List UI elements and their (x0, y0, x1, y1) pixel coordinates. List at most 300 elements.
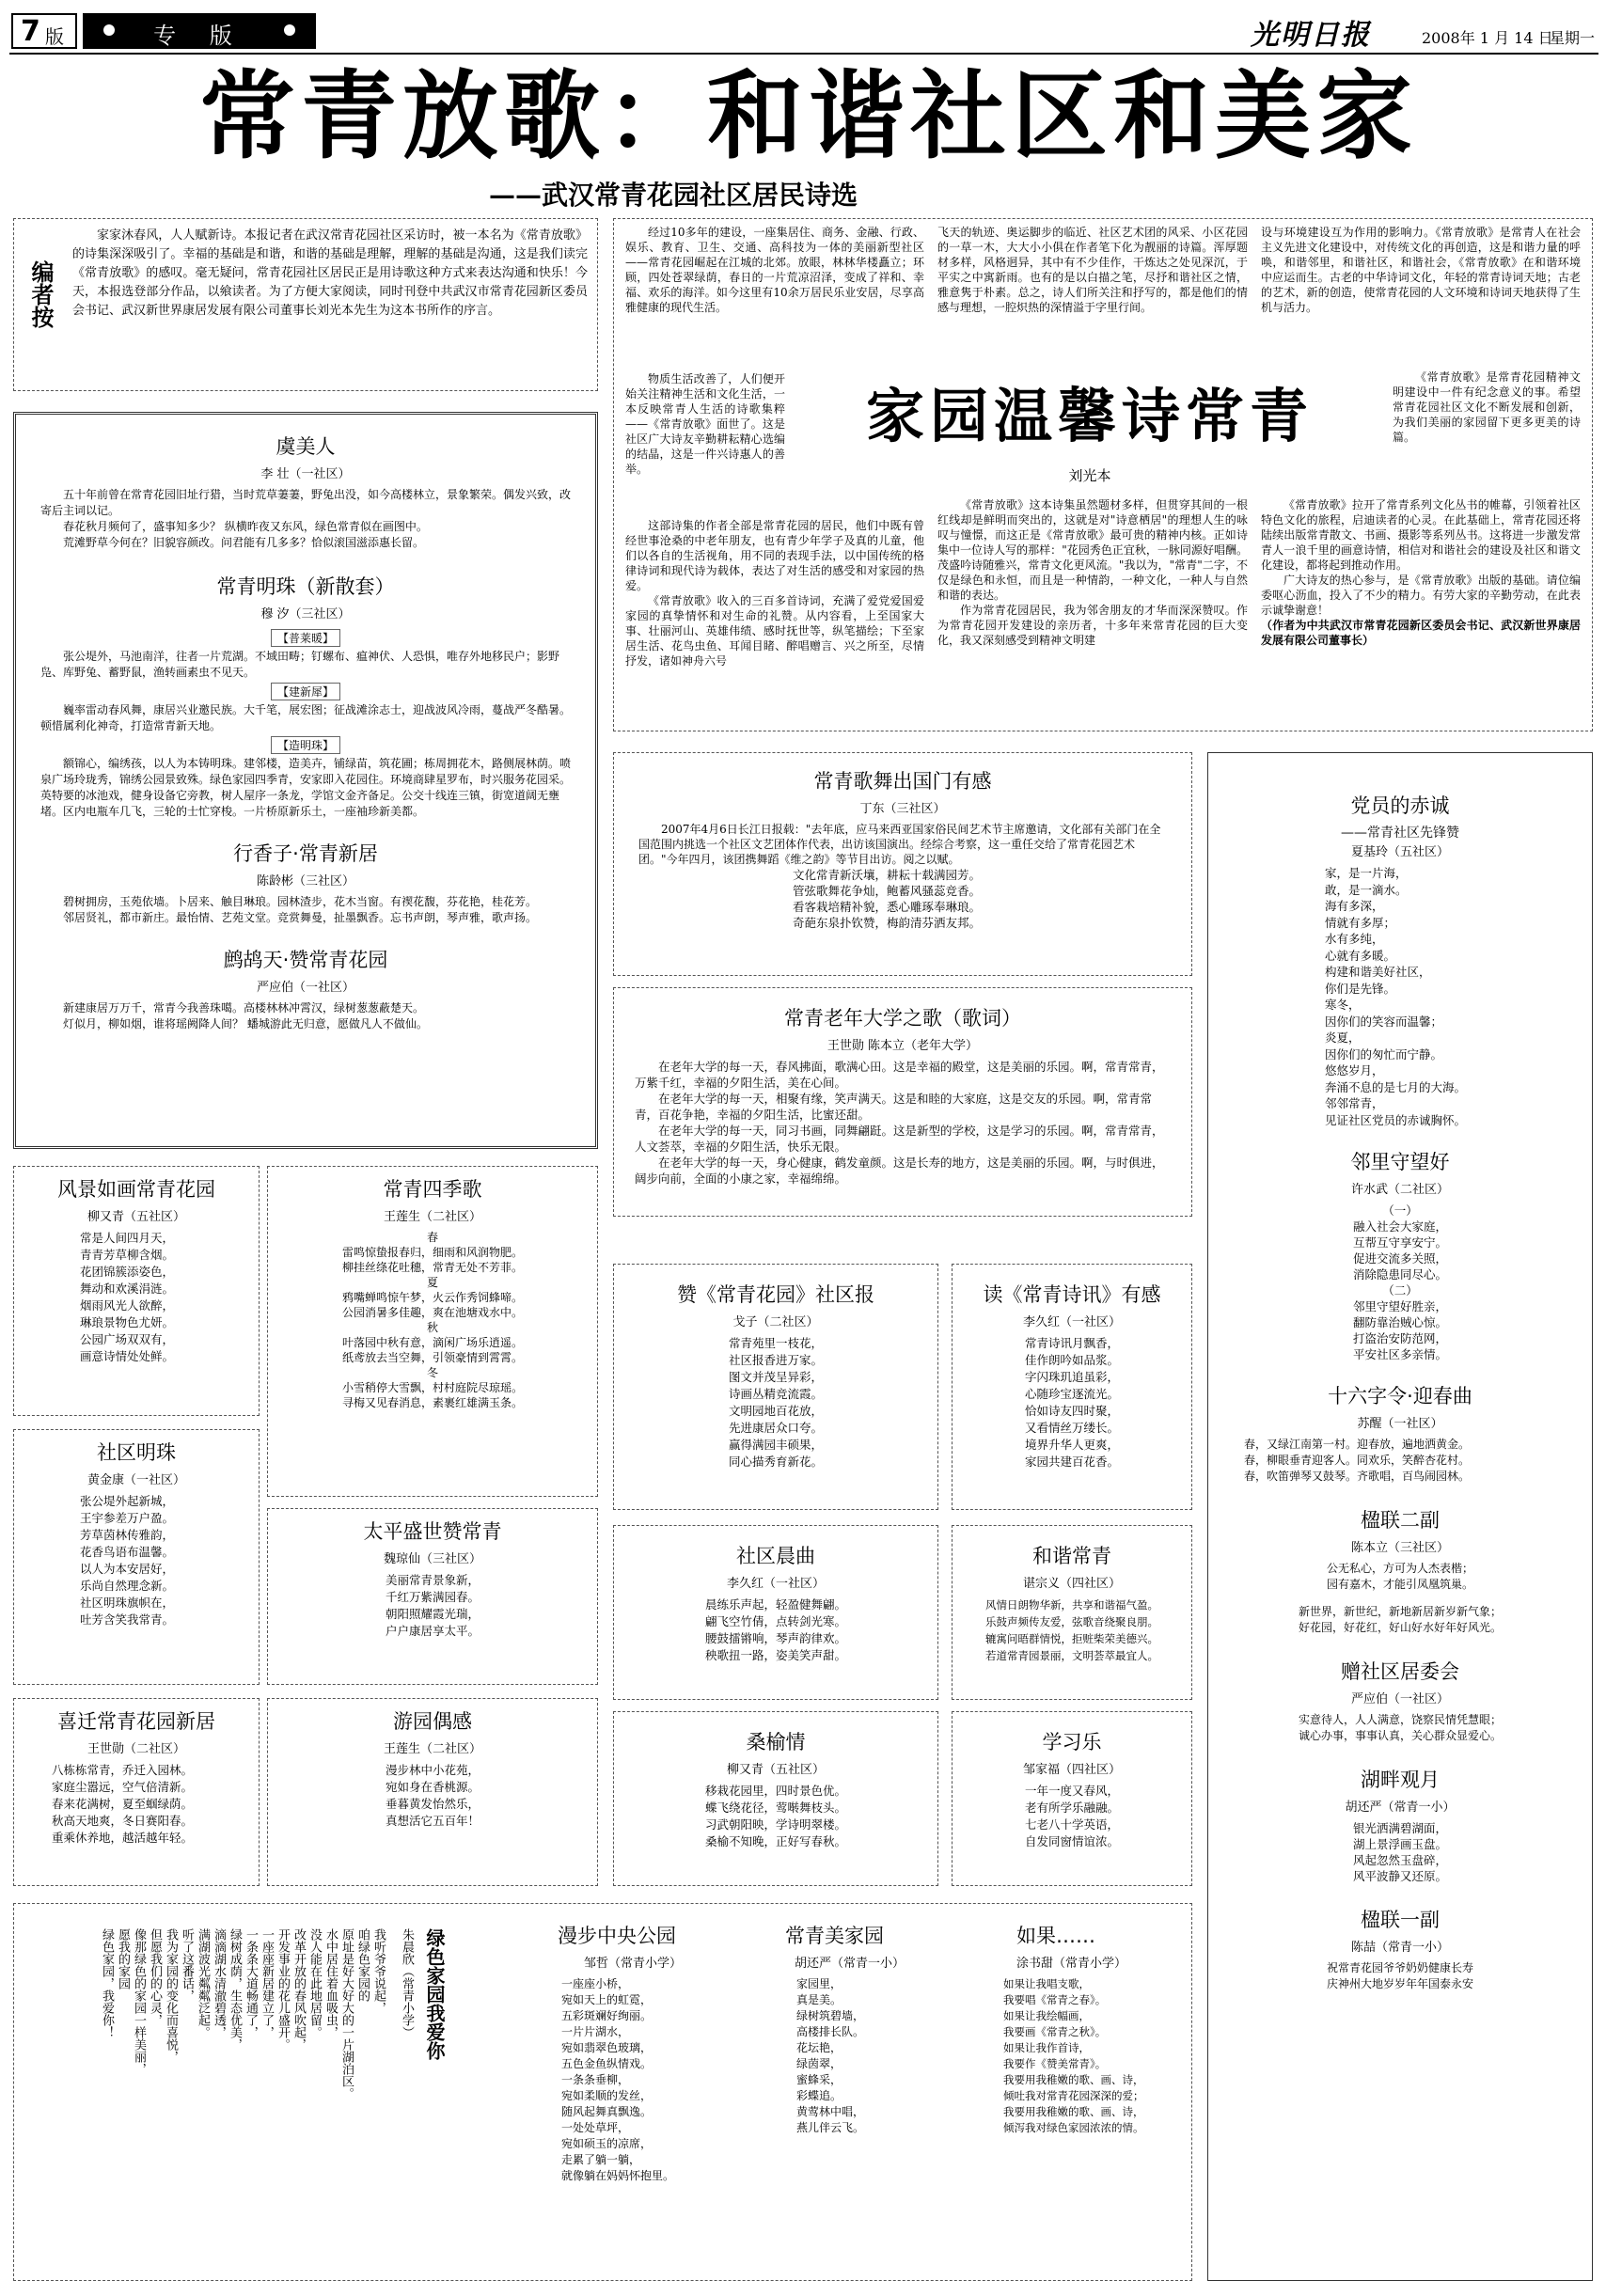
poem-line: 恰如诗友四时聚， (1024, 1404, 1119, 1418)
poem-title: 喜迁常青花园新居 (57, 1710, 215, 1733)
poem-lines (1208, 1437, 1592, 1485)
poem-line: 我要画《常青之秋》。 (1003, 2025, 1107, 2038)
poem-author: 王世勋（二社区） (87, 1742, 185, 1756)
poem-line: 公园消暑多佳趣，爽在池塘戏水中。 (341, 1306, 523, 1319)
poem-line: 秧歌扭一路，姿美笑声甜。 (704, 1648, 846, 1662)
poem-title: 虞美人 (276, 435, 336, 458)
poem-line: 新建康居万万千，常青今我善珠噶。高楼林林冲霄汉，绿树葱葱蔽楚天。 (63, 1001, 425, 1014)
poem-line: 同心描秀育新花。 (728, 1455, 823, 1469)
poem-title: 常青明珠（新散套） (216, 575, 395, 598)
poem-line: 腰鼓擂锵响，琴声韵律欢。 (704, 1631, 846, 1645)
poem-author: 朱晨欣（常青小学） (400, 1928, 414, 2038)
poem-line: 心就有多暖。 (1325, 948, 1396, 963)
poem-author: 魏琼仙（三社区） (383, 1552, 481, 1566)
poem-line: 新世界，新世纪，新地新居新岁新气象； (1298, 1605, 1502, 1618)
right-column (1207, 752, 1593, 2281)
essay-col3-bottom (1261, 497, 1581, 648)
poem-line: 管弦歌舞花争灿，鲍蓄风骚蕊竞香。 (793, 884, 982, 898)
editor-note (13, 218, 598, 391)
poem-line: 就像躺在妈妈怀抱里。 (561, 2169, 675, 2182)
poem-line: 纸鸢放去当空舞，引领豪情到霄霄。 (341, 1351, 523, 1364)
poem-line: 八栋栋常青，乔迁入园林。 (52, 1763, 194, 1777)
poem-line: 张公堤外，马池南洋，往者一片荒湖。不域田畴；钉螺布、瘟神伏、人恐惧，唯存外地移民户；影野凫、库野兔、蓄野鼠，渔转画素虫不见天。 (40, 650, 560, 679)
poem-line: 倾泻我对绿色家园浓浓的情。 (1003, 2121, 1144, 2134)
main-headline: 常青放歌：和谐社区和美家 (199, 60, 1418, 173)
poem-line: 辘寓问晤群情悦，拒赃柴荣美德兴。 (985, 1632, 1158, 1645)
vertical-poem (99, 1928, 449, 2267)
poem-line: 我要作《赞美常青》。 (1003, 2057, 1107, 2070)
poem-title: 常青歌舞出国门有感 (813, 770, 992, 793)
poem-line: 琳琅景物色尤妍。 (80, 1315, 175, 1329)
poem-line: 佳作朗吟如品浆。 (1024, 1353, 1119, 1367)
poem-author: 苏醒（一社区） (1357, 1417, 1443, 1431)
editor-note-label: 编者按 (27, 260, 54, 328)
poem-box-laonian (613, 987, 1192, 1217)
essay-col2-bottom (937, 497, 1248, 648)
poem-line: 春花秋月频何了，盛事知多少？ 纵横昨夜又东风，绿色常青似在画图中。 (63, 520, 428, 533)
poem-line: 芳草茵林传雅韵， (80, 1528, 175, 1542)
poem-author: 李久红（一社区） (726, 1577, 825, 1591)
poem-line: 如果让我作首诗， (1003, 2041, 1090, 2054)
essay-author-note: （作者为中共武汉市常青花园新区委员会书记、武汉新世界康居发展有限公司董事长） (1261, 619, 1581, 647)
essay-para: 飞天的轨迹、奥运脚步的临近、社区艺术团的风采、小区花园的一草一木，大大小小俱在作者笔下化为靓丽的诗篇。浑厚题材多样，风格迥异，其中有不少佳作，干炼达之处见深沉，于平实之中寓新雨。也有的是以白描之笔，尽抒和谐社区之情，雅意隽于朴素。总之，诗人们所关注和抒写的，都是他们的情感与理想，一腔炽热的深情溢于字里行间。 (937, 226, 1248, 314)
poem-line: 因你们的匆忙而宁静。 (1325, 1046, 1443, 1062)
poem-box-xiqian (13, 1698, 260, 1886)
poem-lines (785, 1976, 936, 2136)
poem-author: 夏基玲（五社区） (1350, 845, 1449, 859)
poem-line: 银光洒满碧湖面， (1352, 1821, 1447, 1835)
poem-line: 自发同窗情谊浓。 (1024, 1834, 1119, 1848)
poem-title: 常青老年大学之歌（歌词） (784, 1007, 1021, 1030)
poem-lines (1208, 865, 1592, 1128)
poem-line: 如果让我唱支歌， (1003, 1977, 1090, 1990)
poem-line: 平安社区多亲情。 (1352, 1347, 1447, 1361)
poem-line: 风情日朗物华新，共享和谐福气盈。 (985, 1598, 1158, 1612)
poem-line: 绿色家园，我爱你！ (100, 1928, 114, 2038)
poem-line: 开发事业的花儿盛开。 (276, 1928, 290, 2051)
poem-line: 美丽常青景象新， (385, 1573, 480, 1587)
poem-line: 改革开放的春风吹起， (291, 1928, 306, 2051)
poem-title: 和谐常青 (1032, 1545, 1111, 1567)
poem-manbu (558, 1913, 708, 2184)
poem-line: 桑榆不知晚，正好写春秋。 (704, 1834, 846, 1848)
page-number: 7 (21, 15, 40, 48)
poem-line: 一年一度又春风， (1024, 1784, 1119, 1798)
poem-line: 乐尚自然理念新。 (80, 1579, 175, 1593)
poem-line: 水有多纯， (1325, 932, 1384, 946)
poem-box-xuexi (952, 1711, 1192, 1886)
poem-line: 我为家园的变化而喜悦， (164, 1928, 178, 2063)
preface-essay (613, 218, 1593, 731)
poem-line: 重乘休养地，越活越年轻。 (52, 1831, 194, 1845)
poem-line: 以人为本安居好， (80, 1562, 175, 1576)
section-dot-right-icon (284, 24, 295, 36)
poem-author: 邹哲（常青小学） (584, 1957, 683, 1971)
poem-line: 一座座小桥， (561, 1977, 630, 1990)
poem-line: 小雪稍停大雪飘，村村庭院尽琼瑶。 (341, 1381, 523, 1394)
essay-author: 刘光本 (1068, 467, 1111, 484)
poem-line: 风平波静又还原。 (1352, 1869, 1447, 1883)
poem-line: 习武朝阳映，学诗明翠楼。 (704, 1817, 846, 1832)
poem-box-fengjing (13, 1166, 260, 1416)
poem-author: 柳又青（五社区） (87, 1210, 185, 1224)
essay-para: 《常青放歌》是常青花园精神文明建设中一件有纪念意义的事。希望常青花园社区文化不断发展和创新，为我们美丽的家园留下更多更美的诗篇。 (1393, 370, 1581, 444)
poem-lines (614, 1335, 937, 1470)
poem-line: 海有多深， (1325, 899, 1384, 913)
poem-author: 王莲生（二社区） (383, 1210, 481, 1224)
poem-line: 彩蝶追。 (796, 2089, 842, 2102)
poem-line: 翩飞空竹倩，点转剑光寒。 (704, 1614, 846, 1628)
poem-title: 常青美家园 (785, 1925, 884, 1947)
poem-lines (953, 1335, 1191, 1470)
poem-lines (614, 1596, 937, 1664)
poem-line: 水中居住着血吸虫， (323, 1928, 338, 2038)
poem-line: 情就有多厚； (1325, 915, 1396, 930)
poem-line: 随风起舞真飘逸。 (561, 2105, 653, 2118)
main-subheadline: ——武汉常青花园社区居民诗选 (489, 180, 858, 211)
poem-author: 王世勋 陈本立（老年大学） (827, 1039, 979, 1053)
poem-box-youyuan (267, 1698, 598, 1886)
poem-line: 诚心办事，事事认真，关心群众显爱心。 (1298, 1729, 1502, 1742)
poem-lines (953, 1596, 1191, 1664)
poem-title: 太平盛世赞常青 (363, 1520, 502, 1543)
poem-line: 翻防靠治贼心惊。 (1352, 1315, 1447, 1329)
essay-col3-mid (1393, 370, 1581, 445)
section-tag (83, 13, 316, 49)
poem-line: 境界升华人更爽， (1024, 1438, 1119, 1452)
poem-line: 邻邻常青， (1325, 1096, 1384, 1110)
poem-line: 青青芳草柳含烟。 (80, 1248, 175, 1262)
poem-line: 叶落园中秋有意，滴闲广场乐逍遥。 (341, 1336, 523, 1349)
poem-author: 陈喆（常青一小） (1350, 1941, 1449, 1955)
essay-col1-top (625, 225, 924, 315)
poem-line: 原址是好大好大的一片湖泊区。 (339, 1928, 354, 2099)
poem-line: 我要用我稚嫩的歌、画、诗， (1003, 2105, 1144, 2118)
poem-title: 党员的赤诚 (1350, 794, 1450, 817)
poem-box-sangyu (613, 1711, 938, 1886)
poem-line: 晨练乐声起，轻盈健舞翩。 (704, 1597, 846, 1612)
poem-line: 湖上景浮画玉盘。 (1352, 1837, 1447, 1851)
poem-line: 若道常青园景丽，文明荟萃最宜人。 (985, 1649, 1158, 1662)
poem-line: 打盗治安防范网， (1352, 1331, 1447, 1345)
essay-col3-top (1261, 225, 1581, 315)
poem-line: 社区明珠旗帜在， (80, 1596, 175, 1610)
poem-line: 一片片湖水， (561, 2025, 630, 2038)
poem-author: 许水武（二社区） (1350, 1183, 1449, 1197)
poem-author: 涂书甜（常青小学） (1016, 1957, 1127, 1971)
poem-box-siji (267, 1166, 598, 1497)
poem-line: 满湖波光粼粼泛起。 (196, 1928, 210, 2038)
poem-line: 花团锦簇添姿色， (80, 1265, 175, 1279)
poem-line: 奇葩东泉扑钦赞，梅韵清芬洒友邦。 (793, 916, 982, 930)
poem-line: 消除隐患同尽心。 (1352, 1267, 1447, 1282)
poem-line: 促进交流多关照， (1352, 1251, 1447, 1266)
poem-line: 黄莺林中唱， (796, 2105, 865, 2118)
poem-author: 严应伯（一社区） (1350, 1692, 1449, 1706)
children-poems-box (13, 1903, 1192, 2281)
poem-line: 你们是先锋。 (1325, 981, 1396, 996)
poem-line: 春来花满树，夏至蝈绿荫。 (52, 1797, 194, 1811)
essay-para: 物质生活改善了，人们便开始关注精神生活和文化生活，一本反映常青人生活的诗歌集粹——《常青放歌》面世了。这是社区广大诗友辛勤耕耘精心选编的结晶，这是一件兴诗惠人的善举。 (625, 372, 785, 476)
poem-line: 五色金鱼纵情戏。 (561, 2057, 653, 2070)
poem-line: 实意待人，人人满意，饶察民情凭慧眼； (1298, 1713, 1502, 1726)
poem-author: 胡还严（常青一小） (795, 1957, 905, 1971)
essay-para: 设与环境建设互为作用的影响力。《常青放歌》是常青人在社会主义先进文化建设中，对传统文化的再创造，这是和谐力量的呼唤，和谐邻里，和谐社区，和谐社会，《常青放歌》在和谐环境中应运而生。古老的中华诗词文化，年轻的常青诗词天地；古老的艺术，新的创造，使常青花园的人文环境和诗词天地获得了生机与活力。 (1261, 226, 1581, 314)
poem-author: 穆 汐（三社区） (260, 607, 351, 621)
poem-lines (614, 867, 1191, 931)
poem-title: 赠社区居委会 (1341, 1660, 1459, 1683)
poem-line: 巍率雷动春风舞，康居兴业邀民族。大千笔，展宏图；征战滩涂志士，迎战波风冷雨，蔓战严冬酷暑。顿惜属利化神奇，打造常青新天地。 (40, 703, 572, 732)
poem-line: 赢得满园丰硕果， (728, 1438, 823, 1452)
poem-lines (268, 1572, 597, 1640)
poem-line: 老有所学乐融融。 (1024, 1801, 1119, 1815)
poem-line: 像那绿色的家园一样美丽， (132, 1928, 146, 2075)
poem-title: 读《常青诗讯》有感 (983, 1283, 1161, 1306)
poem-line: 诗画丛精竞流霞。 (728, 1387, 823, 1401)
poem-line: 我要唱《常青之春》。 (1003, 1993, 1107, 2006)
header-rule (9, 53, 1598, 55)
essay-title: 家园温馨诗常青 (865, 382, 1314, 450)
page-number-suffix: 版 (45, 25, 64, 48)
poem-line: 我听爷爷说起， (371, 1928, 386, 2014)
season-label: 冬 (426, 1366, 438, 1379)
poem-line: 庆神州大地岁岁年年国泰永安 (1326, 1977, 1473, 1990)
poem-author: 邹家福（四社区） (1022, 1763, 1121, 1777)
issue-weekday: 星期一 (1550, 29, 1596, 47)
season-label: 春 (426, 1231, 438, 1244)
poem-line: 王宇参差万户盈。 (80, 1511, 175, 1525)
poem-box-du (952, 1264, 1192, 1510)
poem-line: 公园广场双双有， (80, 1332, 175, 1346)
poem-subheading: 【普莱暖】 (271, 629, 340, 647)
poem-line: 没人能在此地居留。 (307, 1928, 322, 2038)
poem-lines (268, 1230, 597, 1410)
poem-meijia (785, 1913, 936, 2136)
poem-author: 柳又青（五社区） (726, 1763, 825, 1777)
poem-intro: 2007年4月6日长江日报载："去年底，应马来西亚国家俗民间艺术节主席邀请，文化部有关部门在全国范围内挑选一个社区文艺团体作代表，出访该国演出。经综合考察，这一重任交给了常青花园艺术团。"今年四月，该团携舞蹈《维之韵》等节目出访。阅之以赋。 (638, 823, 1161, 866)
section-label: 专 版 (153, 23, 245, 49)
poem-line: 蝶飞绕花径，莺啭舞枝头。 (704, 1801, 846, 1815)
poem-subtitle: ——常青社区先锋赞 (1341, 826, 1459, 841)
poem-line: 家园里， (796, 1977, 842, 1990)
poem-line: 走累了躺一躺， (561, 2153, 641, 2166)
poem-line: 一处处草坪， (561, 2121, 630, 2134)
poem-line: 园有嘉木，才能引凤凰筑巢。 (1326, 1578, 1473, 1591)
poem-line: 寻梅又见春消息，素裹红雄满玉条。 (341, 1396, 523, 1409)
poem-line: 烟雨风光人欲醉， (80, 1298, 175, 1313)
poem-line: 邻居贤礼，都市新庄。最怡情、艺苑文堂。竞赏舞曼，扯墨飘香。忘书声朗，琴声雅，歌声扬。 (63, 911, 538, 924)
poem-title: 桑榆情 (746, 1731, 806, 1753)
poem-line: 公无私心，方可为人杰表楷； (1326, 1562, 1473, 1575)
page-number-box (11, 13, 77, 49)
poem-box-chenqu (613, 1525, 938, 1700)
poem-lines (558, 1976, 708, 2184)
poem-author: 李久红（一社区） (1022, 1315, 1121, 1329)
poem-line: 但愿我们的心灵， (148, 1928, 162, 2026)
poem-line: 七老八十学英语， (1024, 1817, 1119, 1832)
poem-line: 垂暮黄发怡然乐， (385, 1797, 480, 1811)
poem-line: 看客栽培精补貌，悉心雕琢奉琳琅。 (793, 900, 982, 914)
essay-para: 《常青放歌》拉开了常青系列文化丛书的帷幕，引领着社区特色文化的旅程，启迪读者的心灵。在此基础上，常青花园还将陆续出版常青散文、书画、摄影等系列丛书。这将进一步激发常青人一浪千里的画意诗情，相信对和谐社会的建设及社区和谐文化建设，都将起到推动作用。 (1261, 498, 1581, 572)
essay-para: 《常青放歌》收入的三百多首诗词，充满了爱党爱国爱家园的真挚情怀和对生命的礼赞。从内容看，上至国家大事、壮丽河山、英雄伟绩、感时抚世等，纵笔描绘；下至家居生活、花鸟虫鱼、耳闻目睹、醉唱赠言、兴之所至，尽情抒发，诸如神舟六号 (625, 594, 924, 668)
poem-lines (14, 1762, 259, 1847)
poem-box-chuguo (613, 752, 1192, 976)
poem-line: 移栽花园里，四时景色优。 (704, 1784, 846, 1798)
poem-line: 漫步林中小花苑， (385, 1763, 480, 1777)
poem-title: 邻里守望好 (1350, 1151, 1450, 1173)
poem-author: 丁东（三社区） (859, 802, 946, 816)
poem-title: 赞《常青花园》社区报 (677, 1283, 874, 1306)
season-label: 夏 (426, 1276, 438, 1289)
poem-title: 十六字令·迎春曲 (1328, 1385, 1472, 1407)
poem-line: 咱绿色家园的 (355, 1928, 370, 2002)
poem-lines (614, 1783, 937, 1850)
poem-box-zancq (613, 1264, 938, 1510)
poem-line: 愿我的家园 (116, 1928, 130, 1989)
essay-para: 《常青放歌》这本诗集虽然题材多样，但贯穿其间的一根红线却是鲜明而突出的，这就是对"诗意栖居"的理想人生的咏叹与憧憬，而这正是《常青放歌》最可贵的精神内核。正如诗集中一位诗人写的那样："花园秀色正宜秋，一脉同源好唱酬。茂盛吟诗随雅兴，常青文化更风流。"我以为，"常青"二字，不仅是绿色和永恒，而且是一种情韵，一种文化，一种人与自然和谐的表达。 (937, 498, 1248, 602)
poem-lines (14, 1493, 259, 1628)
poem-line: 碧树拥房，玉苑依墙。卜居来、触目琳琅。园林渣步，花木当窗。有禊花馥，芬花艳，桂花芳。 (63, 895, 538, 908)
poem-line: 燕儿伴云飞。 (796, 2121, 865, 2134)
poem-lines (1208, 1561, 1592, 1636)
poem-line: 灯似月，柳如烟，谁将瑶阙降人间？ 蟠城游此无归意，愿做凡人不做仙。 (63, 1017, 428, 1030)
poem-line: 春，又绿江南第一村。迎春放，遍地洒黄金。 (1244, 1438, 1471, 1451)
poem-line: 乐鼓声频传友爱，弦歌音绕聚良朋。 (985, 1615, 1158, 1628)
poem-box-taiping (267, 1508, 598, 1685)
poem-line: 宛如天上的虹霓， (561, 1993, 653, 2006)
poem-line: 户户康居享太平。 (385, 1624, 480, 1638)
essay-para: 经过10多年的建设，一座集居住、商务、金融、行政、娱乐、教育、卫生、交通、高科技为一体的美丽新型社区——常青花园崛起在江城的北郊。放眼，林林华楼矗立；环顾，四处苍翠绿荫，春日的一片荒凉沼泽，变成了祥和、幸福、欢乐的海洋。如今这里有10余万居民乐业安居，尽享高雅健康的现代生活。 (625, 226, 924, 314)
poem-author: 严应伯（一社区） (256, 981, 354, 995)
poem-title: 绿色家园我爱你 (423, 1928, 446, 2060)
poem-box-hexie (952, 1525, 1192, 1700)
poem-line: 秋高天地爽，冬日赛阳春。 (52, 1814, 194, 1828)
poem-line: 融入社会大家庭， (1352, 1219, 1447, 1234)
poem-line: 社区报香进万家。 (728, 1353, 823, 1367)
poem-author: 胡还严（常青一小） (1345, 1801, 1456, 1815)
essay-col1-mid (625, 371, 785, 477)
poem-subheading: 【造明珠】 (271, 736, 340, 754)
poem-author: 戈子（二社区） (732, 1315, 819, 1329)
issue-date: 2008年 1 月 14 日 (1422, 29, 1553, 47)
poem-line: 文化常青新沃壤，耕耘十载满园芳。 (793, 868, 982, 882)
poem-lines (1208, 1960, 1592, 1992)
poem-title: 鹧鸪天·赞常青花园 (223, 949, 388, 971)
poem-line: 常是人间四月天， (80, 1231, 175, 1245)
poem-lines (14, 1230, 259, 1365)
poem-line: 花香鸟语布温馨。 (80, 1545, 175, 1559)
poem-line: 风起忽然玉盘碎， (1352, 1853, 1447, 1867)
poem-line: 祝常青花园爷爷奶奶健康长寿 (1326, 1961, 1473, 1974)
poem-para: 在老年大学的每一天，相聚有缘，笑声满天。这是和睦的大家庭，这是交友的乐园。啊，常青常青，百花争艳，幸福的夕阳生活，比蜜还甜。 (635, 1092, 1153, 1122)
poem-lines (988, 1976, 1189, 2136)
poem-title: 学习乐 (1042, 1731, 1102, 1753)
poem-line: 家园共建百花香。 (1024, 1455, 1119, 1469)
poem-line: 宛如身在香桃源。 (385, 1780, 480, 1794)
poem-line: 画意诗情处处鲜。 (80, 1349, 175, 1363)
poem-line: 朝阳照耀霞光瑞， (385, 1607, 480, 1621)
poem-subheading: 【建新犀】 (271, 683, 340, 700)
poem-line: 真是美。 (796, 1993, 842, 2006)
poem-author: 陈龄彬（三社区） (256, 874, 354, 889)
poem-line: 五十年前曾在常青花园旧址行猎，当时荒草萋萋，野兔出没，如今高楼林立，景象繁荣。偶发兴致，改寄后主词以记。 (40, 488, 572, 517)
poem-line: 荒滩野草今何在？旧貌容颜改。问君能有几多多？恰似滚国滋添惠长留。 (63, 536, 425, 549)
poem-title: 社区晨曲 (736, 1545, 815, 1567)
poem-line: 常青诗讯月飘香， (1024, 1336, 1119, 1350)
poem-line: 一条条垂柳， (561, 2073, 630, 2086)
poem-title: 湖畔观月 (1361, 1769, 1440, 1791)
poem-author: 陈本立（三社区） (1350, 1541, 1449, 1555)
stanza-label: （二） (1382, 1283, 1418, 1297)
season-label: 秋 (426, 1321, 438, 1334)
poem-line: 春，柳眼垂青迎客人。同欢乐，笑醉杏花村。 (1244, 1454, 1471, 1467)
poem-line: 张公堤外起新城， (80, 1494, 175, 1508)
poem-line: 先进康居众口夸。 (728, 1421, 823, 1435)
poem-line: 滴滴湖水清澈碧透， (212, 1928, 226, 2038)
newspaper-logo: 光明日报 (1251, 19, 1371, 52)
poem-line: 文明园地百花放， (728, 1404, 823, 1418)
poem-line: 宛如硕玉的凉席， (561, 2137, 653, 2150)
poem-line: 雷鸣惊蛰报春归，细雨和风润物肥。 (341, 1246, 523, 1259)
poem-line: 五彩斑斓好绚丽。 (561, 2009, 653, 2022)
poem-author: 谌宗义（四社区） (1022, 1577, 1121, 1591)
poem-line: 额锦心，编绣孩，以人为本铸明珠。建邻楼，造美卉，铺绿苗，筑花圃；栋周拥花木，路侧展林荫。喷泉广场玲珑秀，锦绣公园景致殊。绿色家园四季青，安家即入花园住。环境商肆星罗布，时兴服务花园采。英特要的冰池戏，健身设备它旁教，树人屋序一条龙，学馆文金齐备足。公交十线连三镇，街宽道阔无壅堵。区内电瓶车几飞，三轮的士忙穿梭。一片桥原新乐土，一座袖珍新美都。 (40, 757, 572, 818)
essay-col1-bottom (625, 518, 924, 668)
poem-para: 在老年大学的每一天，春风拂面，歌满心田。这是幸福的殿堂，这是美丽的乐园。啊，常青常青，万紫千红，幸福的夕阳生活，美在心间。 (635, 1060, 1164, 1090)
poem-line: 常青苑里一枝花， (728, 1336, 823, 1350)
poem-line: 家，是一片海， (1325, 866, 1408, 880)
poem-line: 好花园，好花红，好山好水好年好风光。 (1298, 1621, 1502, 1634)
poem-line: 因你们的笑容而温馨； (1325, 1014, 1443, 1029)
poem-lines (1208, 1712, 1592, 1744)
poem-title: 如果…… (1016, 1925, 1095, 1947)
poem-line: 春，吹笛弹琴又鼓琴。齐歌唱，百鸟闹园林。 (1244, 1470, 1471, 1483)
essay-para: 作为常青花园居民，我为邻舍朋友的才华而深深赞叹。作为常青花园开发建设的亲历者，十多年来常青花园的巨大变化，我又深刻感受到精神文明建 (937, 604, 1248, 647)
poem-line: 蜜蜂采， (796, 2073, 842, 2086)
poem-line: 悠悠岁月， (1325, 1063, 1384, 1077)
poem-title: 行香子·常青新居 (233, 842, 378, 865)
poem-line: 邻里守望好胜亲， (1352, 1299, 1447, 1313)
poem-title: 风景如画常青花园 (57, 1178, 215, 1201)
poem-line: 绿茵翠， (796, 2057, 842, 2070)
poem-line: 寒冬， (1325, 998, 1361, 1012)
poem-line: 如果让我绘幅画， (1003, 2009, 1090, 2022)
poem-line: 舞动和欢溪涓涟。 (80, 1282, 175, 1296)
poem-line: 一座座新居建立了， (260, 1928, 274, 2038)
poem-lines (1208, 1203, 1592, 1362)
left-poem-box (13, 412, 598, 1149)
poem-author: 黄金康（一社区） (87, 1473, 185, 1487)
poem-line: 花坛艳， (796, 2041, 842, 2054)
poem-lines (953, 1783, 1191, 1850)
poem-author: 李 壮（一社区） (260, 467, 351, 481)
poem-line: 奔涌不息的是七月的大海。 (1325, 1079, 1467, 1094)
poem-line: 真想活它五百年！ (385, 1814, 480, 1828)
essay-col2-top (937, 225, 1248, 315)
poem-line: 绿树成荫，生态优美， (228, 1928, 242, 2051)
poem-para: 在老年大学的每一天，同习书画，同舞翩跹。这是新型的学校，这是学习的乐园。啊，常青常青，人文荟萃，幸福的夕阳生活，快乐无限。 (635, 1124, 1164, 1154)
poem-line: 图文并茂呈异彩， (728, 1370, 823, 1384)
poem-line: 宛如翡翠色玻璃， (561, 2041, 653, 2054)
poem-box-mingzhu (13, 1429, 260, 1685)
poem-line: 炎夏， (1325, 1030, 1361, 1045)
editor-note-text: 家家沐春风，人人赋新诗。本报记者在武汉常青花园社区采访时，被一本名为《常青放歌》的诗集深深吸引了。幸福的基础是和谐，和谐的基础是理解，理解的基础是沟通，这是我们读完《常青放歌》的感叹。毫无疑问，常青花园社区居民正是用诗歌这种方式来表达沟通和快乐！今天，本报选登部分作品，以飨读者。为了方便大家阅读，同时刊登中共武汉市常青花园新区委员会书记、武汉新世界康居发展有限公司董事长刘光本先生为这本书所作的序言。 (72, 228, 588, 318)
poem-line: 家庭尘嚣远，空气倍清新。 (52, 1780, 194, 1794)
poem-line: 高楼排长队。 (796, 2025, 865, 2038)
poem-author: 王莲生（二社区） (383, 1742, 481, 1756)
stanza-label: （一） (1382, 1203, 1418, 1218)
poem-line: 绿树筑碧墙， (796, 2009, 865, 2022)
